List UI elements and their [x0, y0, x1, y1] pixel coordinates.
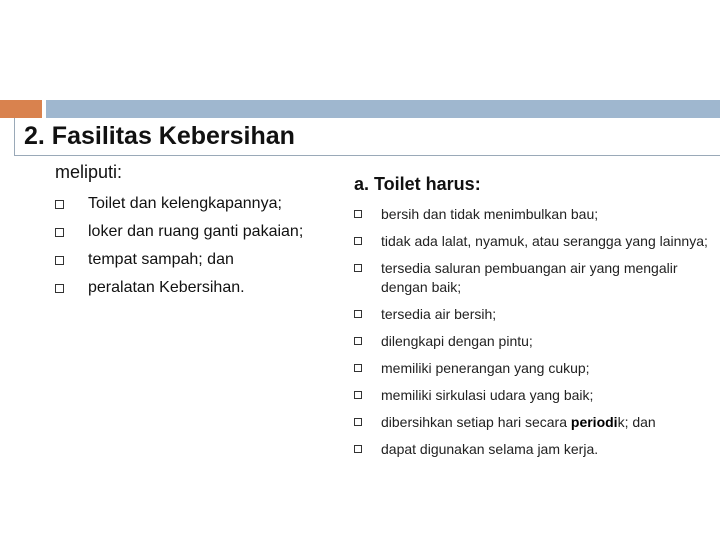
list-item-text: bersih dan tidak menimbulkan bau; [381, 206, 599, 222]
list-item [55, 278, 355, 298]
list-item [354, 305, 720, 324]
list-item-text: memiliki sirkulasi udara yang baik; [381, 387, 594, 403]
list-item-text: dilengkapi dengan pintu; [381, 333, 533, 349]
list-item-text: peralatan Kebersihan. [88, 279, 245, 296]
list-item [354, 232, 720, 251]
toilet-heading: a. Toilet harus: [354, 174, 481, 194]
list-item-text: Toilet dan kelengkapannya; [88, 195, 282, 212]
list-item-text-before: dibersihkan setiap hari secara [381, 414, 571, 430]
list-item [354, 359, 720, 378]
list-item [55, 194, 355, 214]
list-item-text: tidak ada lalat, nyamuk, atau serangga yang lainnya; [381, 233, 708, 249]
square-bullet-icon [55, 228, 64, 237]
square-bullet-icon [354, 364, 362, 372]
facility-list [55, 194, 355, 298]
list-item [354, 332, 720, 351]
square-bullet-icon [354, 418, 362, 426]
square-bullet-icon [354, 310, 362, 318]
square-bullet-icon [354, 237, 362, 245]
list-item [354, 205, 720, 224]
slide-title: 2. Fasilitas Kebersihan [24, 122, 295, 150]
list-item [354, 413, 720, 432]
right-column [354, 172, 720, 467]
square-bullet-icon [55, 200, 64, 209]
left-column [55, 160, 355, 306]
list-item-text: tempat sampah; dan [88, 251, 234, 268]
list-item-text: tersedia saluran pembuangan air yang mengalir dengan baik; [381, 260, 678, 295]
list-item [55, 250, 355, 270]
square-bullet-icon [55, 256, 64, 265]
accent-bar-blue [46, 100, 720, 118]
list-item-text: memiliki penerangan yang cukup; [381, 360, 590, 376]
square-bullet-icon [354, 391, 362, 399]
list-item-text-after: k; dan [617, 414, 656, 430]
list-item-text: tersedia air bersih; [381, 306, 497, 322]
list-item [354, 440, 720, 459]
toilet-requirements-list [354, 205, 720, 459]
list-item-text: dapat digunakan selama jam kerja. [381, 441, 599, 457]
list-item-text: loker dan ruang ganti pakaian; [88, 223, 304, 240]
list-item [354, 259, 720, 297]
accent-bar-orange [0, 100, 42, 118]
square-bullet-icon [55, 284, 64, 293]
square-bullet-icon [354, 264, 362, 272]
square-bullet-icon [354, 210, 362, 218]
square-bullet-icon [354, 445, 362, 453]
list-item-text-bold: periodi [570, 414, 618, 430]
list-item [55, 222, 355, 242]
list-item [354, 386, 720, 405]
square-bullet-icon [354, 337, 362, 345]
intro-text: meliputi: [55, 162, 123, 182]
